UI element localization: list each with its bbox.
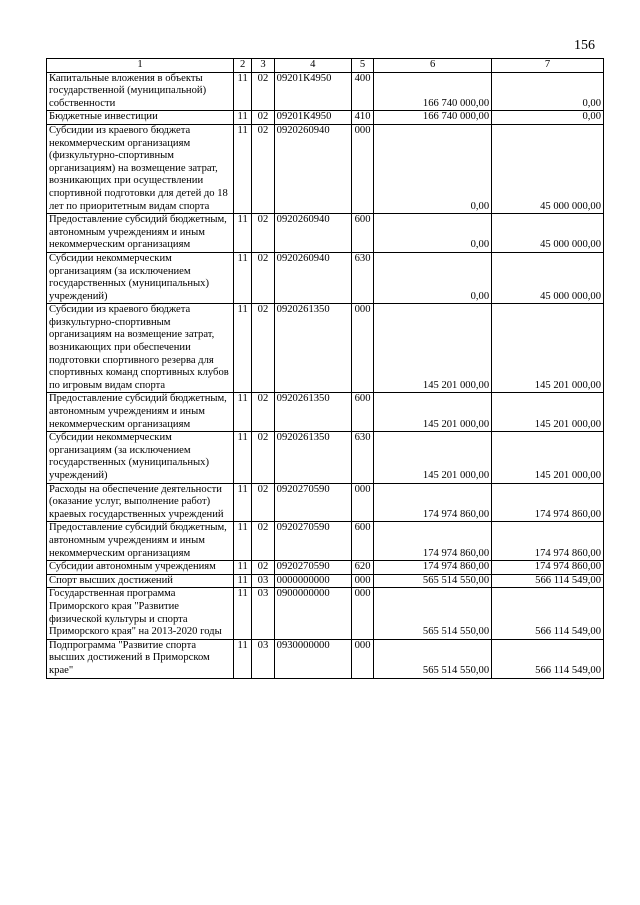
- cell-amount-col7: 0,00: [492, 111, 604, 125]
- cell-amount-col6: 174 974 860,00: [374, 522, 492, 561]
- cell-section: 11: [234, 483, 252, 522]
- cell-target-code: 0920260940: [274, 214, 351, 253]
- cell-section: 11: [234, 522, 252, 561]
- cell-amount-col7: 174 974 860,00: [492, 483, 604, 522]
- cell-subsection: 02: [252, 483, 274, 522]
- budget-table: [46, 58, 604, 679]
- cell-section: 11: [234, 561, 252, 575]
- cell-subsection: 02: [252, 304, 274, 393]
- cell-name: Предоставление субсидий бюджетным, автономным учреждениям и иным некоммерческим организациям: [47, 214, 234, 253]
- table-row: [47, 124, 604, 213]
- cell-expense-type: 630: [351, 432, 373, 483]
- cell-amount-col6: 145 201 000,00: [374, 432, 492, 483]
- cell-section: 11: [234, 214, 252, 253]
- cell-section: 11: [234, 432, 252, 483]
- cell-target-code: 0900000000: [274, 588, 351, 639]
- cell-section: 11: [234, 111, 252, 125]
- cell-amount-col7: 145 201 000,00: [492, 393, 604, 432]
- cell-subsection: 03: [252, 588, 274, 639]
- header-col-3: 3: [252, 59, 274, 73]
- table-row: [47, 304, 604, 393]
- table-row: [47, 252, 604, 303]
- cell-expense-type: 000: [351, 588, 373, 639]
- cell-subsection: 02: [252, 393, 274, 432]
- cell-section: 11: [234, 574, 252, 588]
- cell-name: Предоставление субсидий бюджетным, автономным учреждениям и иным некоммерческим организациям: [47, 522, 234, 561]
- cell-expense-type: 000: [351, 483, 373, 522]
- cell-subsection: 03: [252, 639, 274, 678]
- cell-name: Субсидии некоммерческим организациям (за исключением государственных (муниципальных) учреждений): [47, 252, 234, 303]
- cell-expense-type: 600: [351, 214, 373, 253]
- cell-amount-col7: 174 974 860,00: [492, 522, 604, 561]
- cell-amount-col6: 174 974 860,00: [374, 483, 492, 522]
- cell-amount-col6: 0,00: [374, 252, 492, 303]
- cell-subsection: 02: [252, 252, 274, 303]
- cell-name: Спорт высших достижений: [47, 574, 234, 588]
- cell-expense-type: 600: [351, 522, 373, 561]
- cell-section: 11: [234, 304, 252, 393]
- cell-amount-col6: 145 201 000,00: [374, 304, 492, 393]
- cell-amount-col6: 565 514 550,00: [374, 639, 492, 678]
- cell-target-code: 0920270590: [274, 522, 351, 561]
- cell-amount-col7: 145 201 000,00: [492, 304, 604, 393]
- cell-subsection: 02: [252, 111, 274, 125]
- cell-expense-type: 000: [351, 574, 373, 588]
- header-col-1: 1: [47, 59, 234, 73]
- cell-amount-col7: 566 114 549,00: [492, 574, 604, 588]
- header-col-6: 6: [374, 59, 492, 73]
- cell-expense-type: 600: [351, 393, 373, 432]
- table-row: [47, 111, 604, 125]
- cell-target-code: 0920270590: [274, 483, 351, 522]
- table-row: [47, 393, 604, 432]
- cell-amount-col7: 145 201 000,00: [492, 432, 604, 483]
- cell-section: 11: [234, 639, 252, 678]
- cell-name: Субсидии автономным учреждениям: [47, 561, 234, 575]
- cell-target-code: 0000000000: [274, 574, 351, 588]
- cell-name: Субсидии из краевого бюджета физкультурно-спортивным организациям на возмещение затрат, возникающих при обеспечении подготовки спортивного резерва для спортивных команд спортивных клубов по игровым видам спорта: [47, 304, 234, 393]
- cell-target-code: 0920261350: [274, 393, 351, 432]
- cell-target-code: 0930000000: [274, 639, 351, 678]
- table-row: [47, 639, 604, 678]
- cell-expense-type: 400: [351, 72, 373, 111]
- cell-amount-col7: 45 000 000,00: [492, 252, 604, 303]
- cell-amount-col6: 174 974 860,00: [374, 561, 492, 575]
- table-row: [47, 432, 604, 483]
- cell-amount-col7: 174 974 860,00: [492, 561, 604, 575]
- cell-subsection: 02: [252, 72, 274, 111]
- cell-section: 11: [234, 72, 252, 111]
- cell-subsection: 02: [252, 522, 274, 561]
- table-row: [47, 483, 604, 522]
- cell-amount-col7: 0,00: [492, 72, 604, 111]
- cell-section: 11: [234, 588, 252, 639]
- cell-amount-col6: 565 514 550,00: [374, 574, 492, 588]
- cell-target-code: 09201К4950: [274, 111, 351, 125]
- cell-amount-col7: 45 000 000,00: [492, 214, 604, 253]
- table-row: [47, 72, 604, 111]
- cell-target-code: 09201К4950: [274, 72, 351, 111]
- cell-name: Расходы на обеспечение деятельности (оказание услуг, выполнение работ) краевых государственных учреждений: [47, 483, 234, 522]
- cell-subsection: 02: [252, 432, 274, 483]
- cell-section: 11: [234, 252, 252, 303]
- header-col-5: 5: [351, 59, 373, 73]
- cell-expense-type: 000: [351, 639, 373, 678]
- cell-name: Субсидии некоммерческим организациям (за исключением государственных (муниципальных) учреждений): [47, 432, 234, 483]
- cell-amount-col6: 145 201 000,00: [374, 393, 492, 432]
- cell-name: Предоставление субсидий бюджетным, автономным учреждениям и иным некоммерческим организациям: [47, 393, 234, 432]
- cell-name: Субсидии из краевого бюджета некоммерческим организациям (физкультурно-спортивным организациям) на возмещение затрат, возникающих при осуществлении спортивной подготовки для детей до 18 лет по приоритетным видам спорта: [47, 124, 234, 213]
- cell-expense-type: 620: [351, 561, 373, 575]
- cell-amount-col7: 566 114 549,00: [492, 588, 604, 639]
- table-row: [47, 588, 604, 639]
- header-col-2: 2: [234, 59, 252, 73]
- cell-target-code: 0920260940: [274, 252, 351, 303]
- page-number: 156: [574, 38, 595, 53]
- cell-amount-col7: 45 000 000,00: [492, 124, 604, 213]
- cell-name: Капитальные вложения в объекты государственной (муниципальной) собственности: [47, 72, 234, 111]
- cell-amount-col6: 166 740 000,00: [374, 111, 492, 125]
- cell-section: 11: [234, 124, 252, 213]
- cell-expense-type: 000: [351, 124, 373, 213]
- cell-subsection: 02: [252, 124, 274, 213]
- cell-section: 11: [234, 393, 252, 432]
- cell-amount-col6: 0,00: [374, 124, 492, 213]
- cell-name: Государственная программа Приморского края "Развитие физической культуры и спорта Приморского края" на 2013-2020 годы: [47, 588, 234, 639]
- header-col-4: 4: [274, 59, 351, 73]
- header-col-7: 7: [492, 59, 604, 73]
- table-row: [47, 574, 604, 588]
- cell-amount-col6: 166 740 000,00: [374, 72, 492, 111]
- cell-amount-col6: 565 514 550,00: [374, 588, 492, 639]
- cell-amount-col7: 566 114 549,00: [492, 639, 604, 678]
- cell-expense-type: 410: [351, 111, 373, 125]
- table-row: [47, 561, 604, 575]
- cell-target-code: 0920260940: [274, 124, 351, 213]
- cell-subsection: 02: [252, 561, 274, 575]
- table-row: [47, 522, 604, 561]
- cell-subsection: 03: [252, 574, 274, 588]
- cell-expense-type: 000: [351, 304, 373, 393]
- table-row: [47, 214, 604, 253]
- cell-amount-col6: 0,00: [374, 214, 492, 253]
- cell-target-code: 0920261350: [274, 304, 351, 393]
- cell-expense-type: 630: [351, 252, 373, 303]
- cell-subsection: 02: [252, 214, 274, 253]
- cell-target-code: 0920270590: [274, 561, 351, 575]
- header-row: [47, 59, 604, 73]
- cell-name: Бюджетные инвестиции: [47, 111, 234, 125]
- cell-name: Подпрограмма "Развитие спорта высших достижений в Приморском крае": [47, 639, 234, 678]
- cell-target-code: 0920261350: [274, 432, 351, 483]
